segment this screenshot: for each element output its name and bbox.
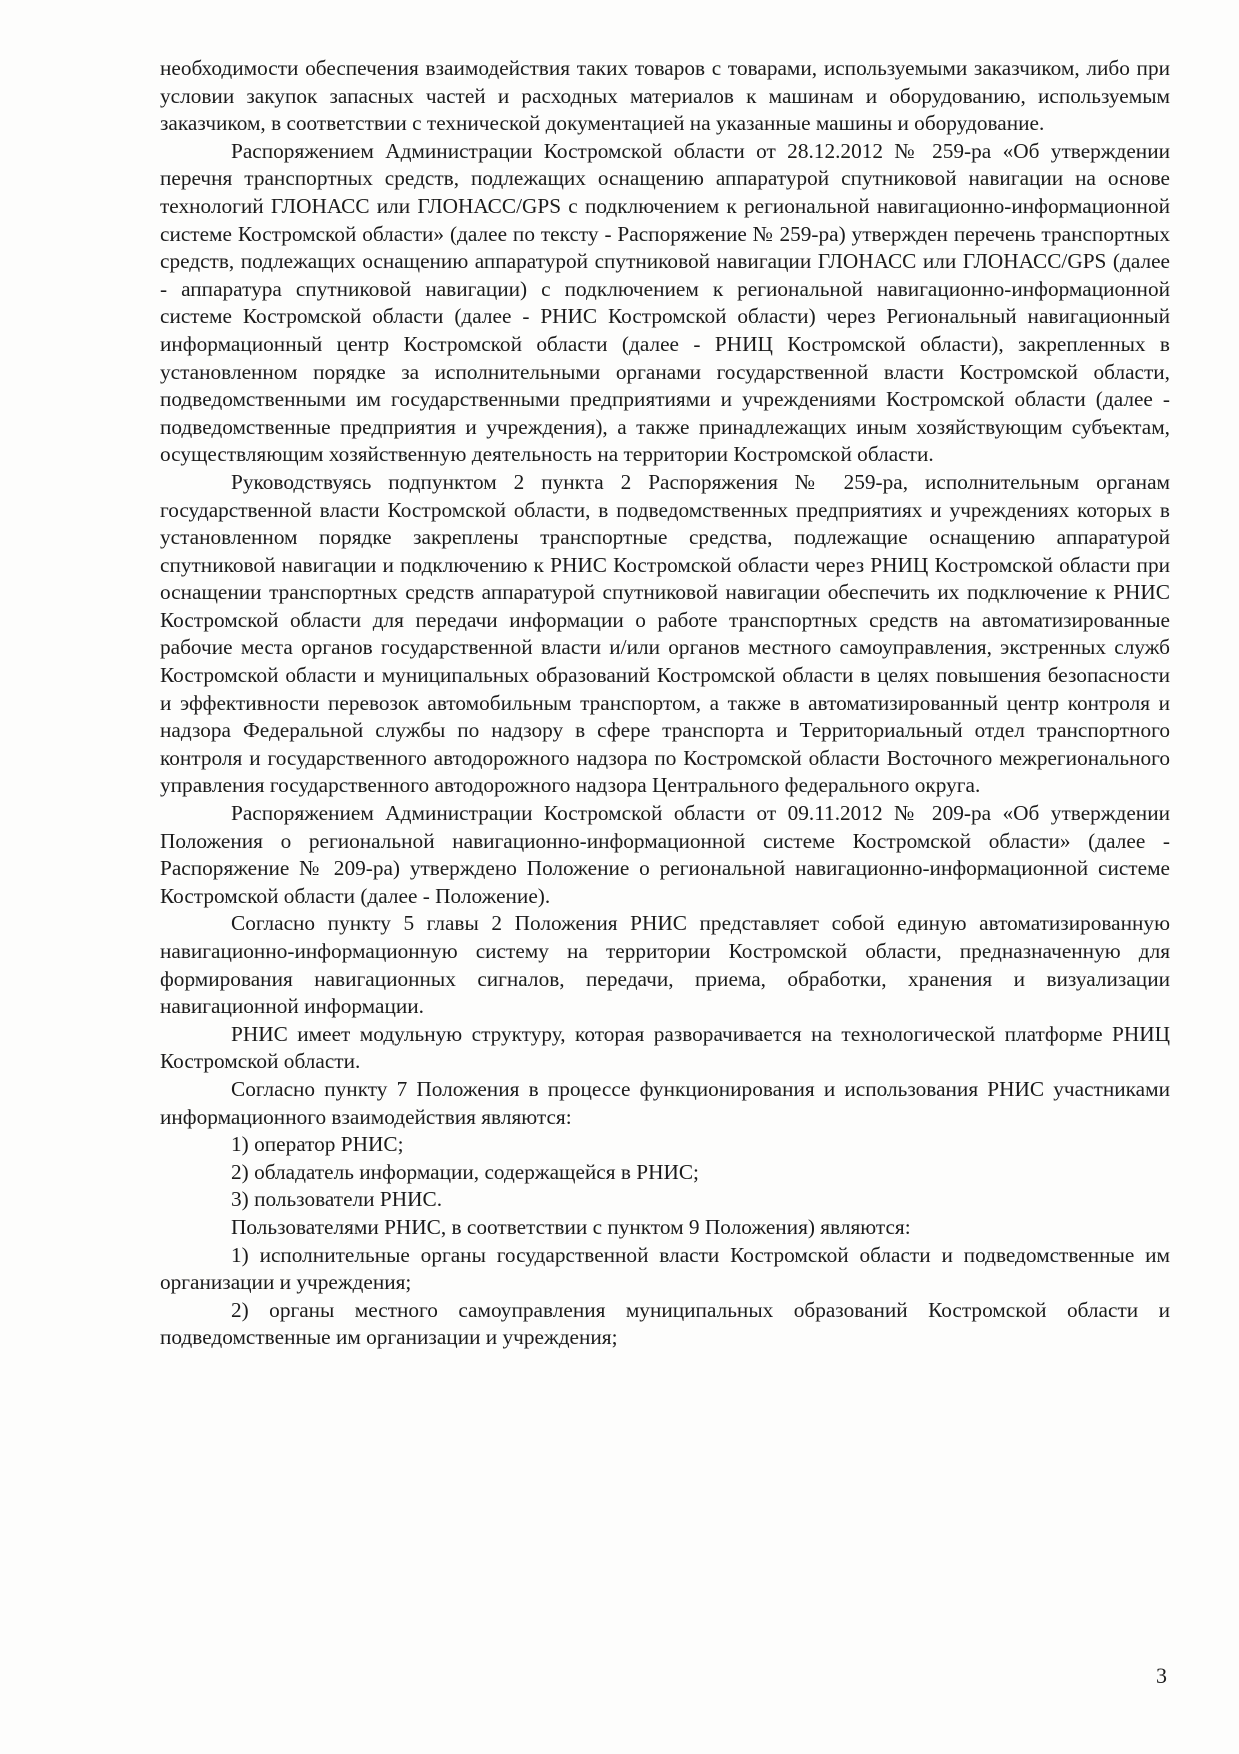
list-item: 2) обладатель информации, содержащейся в РНИС; — [231, 1159, 699, 1184]
list-item: 3) пользователи РНИС. — [231, 1187, 443, 1212]
list-item: 1) оператор РНИС; — [231, 1132, 404, 1157]
paragraph-participants: Согласно пункту 7 Положения в процессе функционирования и использования РНИС участниками информационного взаимодействия являются: — [160, 1076, 1170, 1129]
document-body — [160, 55, 1170, 1352]
paragraph-guidance: Руководствуясь подпунктом 2 пункта 2 Распоряжения № 259-ра, исполнительным органам государственной власти Костромской области, в подведомственных предприятиях и учреждениях которых в установленном порядке закреплены транспортные средства, подлежащие оснащению аппаратурой спутниковой навигации и подключению к РНИС Костромской области через РНИЦ Костромской области при оснащении транспортных средств аппаратурой спутниковой навигации обеспечить их подключение к РНИС Костромской области для передачи информации о работе транспортных средств на автоматизированные рабочие места органов государственной власти и/или органов местного самоуправления, экстренных служб Костромской области и муниципальных образований Костромской области в целях повышения безопасности и эффективности перевозок автомобильным транспортом, а также в автоматизированный центр контроля и надзора Федеральной службы по надзору в сфере транспорта и Территориальный отдел транспортного контроля и государственного автодорожного надзора по Костромской области Восточного межрегионального управления государственного автодорожного надзора Центрального федерального округа. — [160, 469, 1170, 798]
paragraph-rnis-structure: РНИС имеет модульную структуру, которая разворачивается на технологической платформе РНИЦ Костромской области. — [160, 1021, 1170, 1074]
paragraph-order-259: Распоряжением Администрации Костромской области от 28.12.2012 № 259-ра «Об утверждении перечня транспортных средств, подлежащих оснащению аппаратурой спутниковой навигации на основе технологий ГЛОНАСС или ГЛОНАСС/GPS с подключением к региональной навигационно-информационной системе Костромской области» (далее по тексту - Распоряжение № 259-ра) утвержден перечень транспортных средств, подлежащих оснащению аппаратурой спутниковой навигации ГЛОНАСС или ГЛОНАСС/GPS (далее - аппаратура спутниковой навигации) с подключением к региональной навигационно-информационной системе Костромской области (далее - РНИС Костромской области) через Региональный навигационный информационный центр Костромской области (далее - РНИЦ Костромской области), закрепленных в установленном порядке за исполнительными органами государственной власти Костромской области, подведомственными им государственными предприятиями и учреждениями Костромской области (далее - подведомственные предприятия и учреждения), а также принадлежащих иным хозяйствующим субъектам, осуществляющим хозяйственную деятельность на территории Костромской области. — [160, 138, 1170, 467]
paragraph-users: Пользователями РНИС, в соответствии с пунктом 9 Положения) являются: — [231, 1214, 911, 1239]
list-item: 2) органы местного самоуправления муниципальных образований Костромской области и подведомственные им организации и учреждения; — [160, 1297, 1170, 1350]
paragraph-rnis-definition: Согласно пункту 5 главы 2 Положения РНИС представляет собой единую автоматизированную навигационно-информационную систему на территории Костромской области, предназначенную для формирования навигационных сигналов, передачи, приема, обработки, хранения и визуализации навигационной информации. — [160, 911, 1170, 1019]
paragraph-continuation: необходимости обеспечения взаимодействия таких товаров с товарами, используемыми заказчиком, либо при условии закупок запасных частей и расходных материалов к машинам и оборудованию, используемым заказчиком, в соответствии с технической документацией на указанные машины и оборудование. — [160, 56, 1170, 136]
paragraph-order-209: Распоряжением Администрации Костромской области от 09.11.2012 № 209-ра «Об утверждении Положения о региональной навигационно-информационной системе Костромской области» (далее - Распоряжение № 209-ра) утверждено Положение о региональной навигационно-информационной системе Костромской области (далее - Положение). — [160, 801, 1170, 908]
list-item: 1) исполнительные органы государственной власти Костромской области и подведомственные им организации и учреждения; — [160, 1242, 1170, 1295]
page-number: 3 — [1156, 1663, 1167, 1688]
